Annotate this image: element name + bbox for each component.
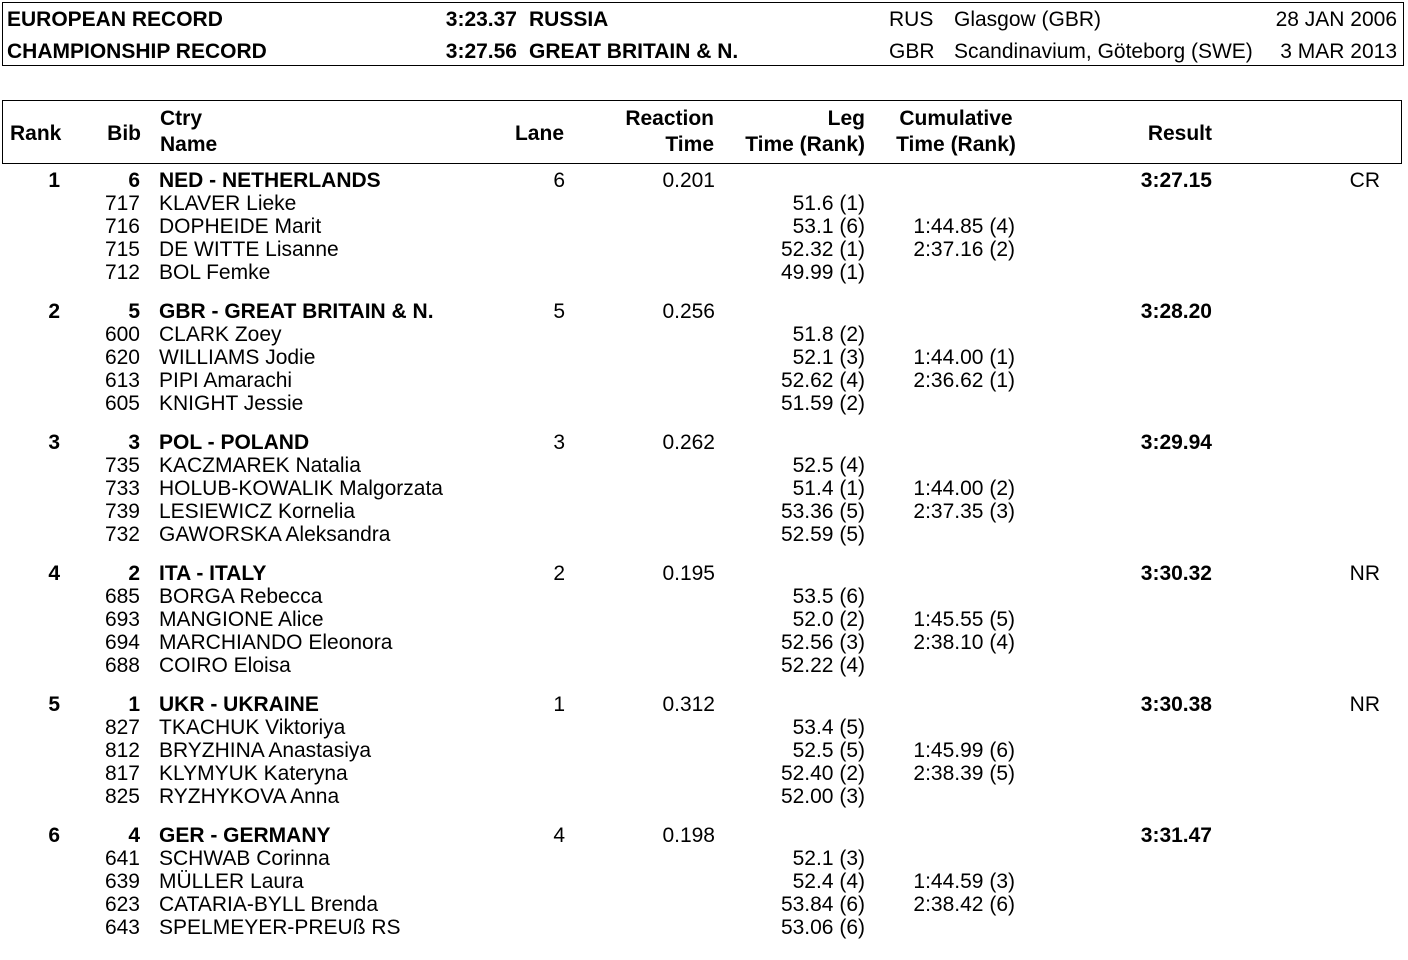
team-reaction-time: 0.201 <box>662 169 715 192</box>
record-venue: Glasgow (GBR) <box>954 8 1102 31</box>
team-record-note: NR <box>1349 562 1380 585</box>
record-date: 3 MAR 2013 <box>1280 40 1397 63</box>
team-record-note: NR <box>1349 693 1380 716</box>
swimmer-leg-time: 52.22 (4) <box>780 654 865 677</box>
swimmer-bib: 694 <box>104 631 140 654</box>
swimmer-leg-time: 52.5 (4) <box>792 454 865 477</box>
swimmer-cumulative-time: 2:38.39 (5) <box>913 762 1015 785</box>
record-venue: Scandinavium, Göteborg (SWE) <box>954 40 1253 63</box>
swimmer-bib: 827 <box>104 716 140 739</box>
swimmer-name: CATARIA-BYLL Brenda <box>159 893 379 916</box>
swimmer-leg-time: 53.84 (6) <box>780 893 865 916</box>
swimmer-bib: 732 <box>104 523 140 546</box>
header-reaction-time <box>625 106 714 158</box>
team-block <box>0 824 1408 939</box>
swimmer-name: HOLUB-KOWALIK Malgorzata <box>159 477 443 500</box>
team-reaction-time: 0.312 <box>662 693 715 716</box>
swimmer-bib: 712 <box>104 261 140 284</box>
swimmer-leg-time: 51.6 (1) <box>792 192 865 215</box>
team-rank: 2 <box>48 300 60 323</box>
record-label: EUROPEAN RECORD <box>7 8 223 31</box>
swimmer-bib: 685 <box>104 585 140 608</box>
swimmer-bib: 641 <box>104 847 140 870</box>
team-lane: 5 <box>553 300 565 323</box>
team-bib: 6 <box>128 169 140 192</box>
swimmer-name: GAWORSKA Aleksandra <box>159 523 391 546</box>
swimmer-bib: 716 <box>104 215 140 238</box>
team-result: 3:29.94 <box>1140 431 1212 454</box>
header-leg-line2: Time (Rank) <box>745 133 865 156</box>
team-name: POL - POLAND <box>159 431 310 454</box>
team-reaction-time: 0.198 <box>662 824 715 847</box>
header-cum-line1: Cumulative <box>899 107 1013 130</box>
swimmer-bib: 600 <box>104 323 140 346</box>
team-record-note: CR <box>1349 169 1380 192</box>
swimmer-cumulative-time: 1:44.59 (3) <box>913 870 1015 893</box>
swimmer-name: BORGA Rebecca <box>159 585 323 608</box>
swimmer-cumulative-time: 2:38.42 (6) <box>913 893 1015 916</box>
swimmer-leg-time: 52.56 (3) <box>780 631 865 654</box>
swimmer-name: PIPI Amarachi <box>159 369 293 392</box>
swimmer-cumulative-time: 1:45.99 (6) <box>913 739 1015 762</box>
swimmer-name: DOPHEIDE Marit <box>159 215 322 238</box>
team-block <box>0 562 1408 677</box>
swimmer-bib: 693 <box>104 608 140 631</box>
team-name: NED - NETHERLANDS <box>159 169 381 192</box>
header-ctry-name <box>160 106 217 158</box>
team-result: 3:30.32 <box>1140 562 1212 585</box>
team-rank: 6 <box>48 824 60 847</box>
swimmer-bib: 639 <box>104 870 140 893</box>
swimmer-leg-time: 51.8 (2) <box>792 323 865 346</box>
team-result: 3:30.38 <box>1140 693 1212 716</box>
team-name: GER - GERMANY <box>159 824 331 847</box>
team-rank: 4 <box>48 562 60 585</box>
record-date: 28 JAN 2006 <box>1275 8 1397 31</box>
record-team: RUSSIA <box>529 8 609 31</box>
swimmer-bib: 825 <box>104 785 140 808</box>
swimmer-leg-time: 52.00 (3) <box>780 785 865 808</box>
swimmer-leg-time: 51.59 (2) <box>780 392 865 415</box>
record-label: CHAMPIONSHIP RECORD <box>7 40 267 63</box>
swimmer-name: RYZHYKOVA Anna <box>159 785 340 808</box>
team-rank: 1 <box>48 169 60 192</box>
record-country-code: RUS <box>889 8 934 31</box>
swimmer-cumulative-time: 2:38.10 (4) <box>913 631 1015 654</box>
record-row-european <box>3 4 1403 36</box>
swimmer-name: MÜLLER Laura <box>159 870 304 893</box>
record-time: 3:23.37 <box>445 8 517 31</box>
swimmer-name: KNIGHT Jessie <box>159 392 304 415</box>
header-cum-line2: Time (Rank) <box>896 133 1016 156</box>
team-result: 3:31.47 <box>1140 824 1212 847</box>
team-bib: 2 <box>128 562 140 585</box>
swimmer-name: MANGIONE Alice <box>159 608 324 631</box>
swimmer-bib: 620 <box>104 346 140 369</box>
swimmer-bib: 643 <box>104 916 140 939</box>
swimmer-name: SPELMEYER-PREUß RS <box>159 916 401 939</box>
swimmer-cumulative-time: 2:36.62 (1) <box>913 369 1015 392</box>
swimmer-leg-time: 53.4 (5) <box>792 716 865 739</box>
team-name: ITA - ITALY <box>159 562 267 585</box>
header-cumulative-time <box>891 106 1021 158</box>
swimmer-bib: 733 <box>104 477 140 500</box>
record-time: 3:27.56 <box>445 40 517 63</box>
swimmer-leg-time: 49.99 (1) <box>780 261 865 284</box>
swimmer-cumulative-time: 2:37.35 (3) <box>913 500 1015 523</box>
swimmer-name: TKACHUK Viktoriya <box>159 716 346 739</box>
swimmer-leg-time: 52.62 (4) <box>780 369 865 392</box>
team-bib: 4 <box>128 824 140 847</box>
swimmer-name: KACZMAREK Natalia <box>159 454 361 477</box>
swimmer-name: BOL Femke <box>159 261 271 284</box>
swimmer-bib: 735 <box>104 454 140 477</box>
swimmer-leg-time: 52.1 (3) <box>792 847 865 870</box>
record-team: GREAT BRITAIN & N. <box>529 40 739 63</box>
swimmer-name: BRYZHINA Anastasiya <box>159 739 372 762</box>
swimmer-leg-time: 53.5 (6) <box>792 585 865 608</box>
swimmer-leg-time: 52.32 (1) <box>780 238 865 261</box>
swimmer-bib: 688 <box>104 654 140 677</box>
swimmer-bib: 613 <box>104 369 140 392</box>
swimmer-cumulative-time: 1:44.00 (1) <box>913 346 1015 369</box>
record-country-code: GBR <box>889 40 935 63</box>
swimmer-bib: 812 <box>104 739 140 762</box>
team-rank: 3 <box>48 431 60 454</box>
swimmer-leg-time: 52.5 (5) <box>792 739 865 762</box>
swimmer-bib: 817 <box>104 762 140 785</box>
swimmer-leg-time: 51.4 (1) <box>792 477 865 500</box>
swimmer-leg-time: 53.36 (5) <box>780 500 865 523</box>
team-lane: 3 <box>553 431 565 454</box>
swimmer-name: KLYMYUK Kateryna <box>159 762 348 785</box>
header-reaction-line2: Time <box>665 133 714 156</box>
team-bib: 1 <box>128 693 140 716</box>
swimmer-cumulative-time: 2:37.16 (2) <box>913 238 1015 261</box>
team-bib: 5 <box>128 300 140 323</box>
swimmer-bib: 605 <box>104 392 140 415</box>
swimmer-cumulative-time: 1:45.55 (5) <box>913 608 1015 631</box>
swimmer-bib: 739 <box>104 500 140 523</box>
swimmer-leg-time: 53.1 (6) <box>792 215 865 238</box>
team-name: GBR - GREAT BRITAIN & N. <box>159 300 434 323</box>
swimmer-cumulative-time: 1:44.85 (4) <box>913 215 1015 238</box>
team-block <box>0 169 1408 284</box>
team-rank: 5 <box>48 693 60 716</box>
team-lane: 2 <box>553 562 565 585</box>
swimmer-bib: 715 <box>104 238 140 261</box>
team-lane: 1 <box>553 693 565 716</box>
header-leg-time <box>745 106 865 158</box>
swimmer-leg-time: 52.59 (5) <box>780 523 865 546</box>
header-name: Name <box>160 133 218 156</box>
results-header <box>2 100 1402 164</box>
team-block <box>0 300 1408 415</box>
swimmer-name: COIRO Eloisa <box>159 654 291 677</box>
swimmer-name: MARCHIANDO Eleonora <box>159 631 393 654</box>
team-lane: 6 <box>553 169 565 192</box>
record-row-championship <box>3 36 1403 68</box>
team-reaction-time: 0.262 <box>662 431 715 454</box>
header-bib: Bib <box>107 122 141 145</box>
swimmer-leg-time: 52.4 (4) <box>792 870 865 893</box>
header-rank: Rank <box>10 122 62 145</box>
swimmer-cumulative-time: 1:44.00 (2) <box>913 477 1015 500</box>
swimmer-leg-time: 52.0 (2) <box>792 608 865 631</box>
team-reaction-time: 0.195 <box>662 562 715 585</box>
team-block <box>0 693 1408 808</box>
swimmer-bib: 717 <box>104 192 140 215</box>
swimmer-name: LESIEWICZ Kornelia <box>159 500 356 523</box>
swimmer-leg-time: 53.06 (6) <box>780 916 865 939</box>
header-lane: Lane <box>514 122 564 145</box>
team-lane: 4 <box>553 824 565 847</box>
swimmer-bib: 623 <box>104 893 140 916</box>
swimmer-name: SCHWAB Corinna <box>159 847 330 870</box>
header-result: Result <box>1147 122 1212 145</box>
team-name: UKR - UKRAINE <box>159 693 319 716</box>
team-reaction-time: 0.256 <box>662 300 715 323</box>
swimmer-name: KLAVER Lieke <box>159 192 297 215</box>
header-leg-line1: Leg <box>827 107 865 130</box>
swimmer-name: CLARK Zoey <box>159 323 282 346</box>
swimmer-leg-time: 52.40 (2) <box>780 762 865 785</box>
team-result: 3:28.20 <box>1140 300 1212 323</box>
team-block <box>0 431 1408 546</box>
team-bib: 3 <box>128 431 140 454</box>
swimmer-name: DE WITTE Lisanne <box>159 238 339 261</box>
swimmer-name: WILLIAMS Jodie <box>159 346 316 369</box>
header-ctry: Ctry <box>160 107 203 130</box>
swimmer-leg-time: 52.1 (3) <box>792 346 865 369</box>
header-reaction-line1: Reaction <box>625 107 714 130</box>
records-box <box>2 2 1404 66</box>
team-result: 3:27.15 <box>1140 169 1212 192</box>
